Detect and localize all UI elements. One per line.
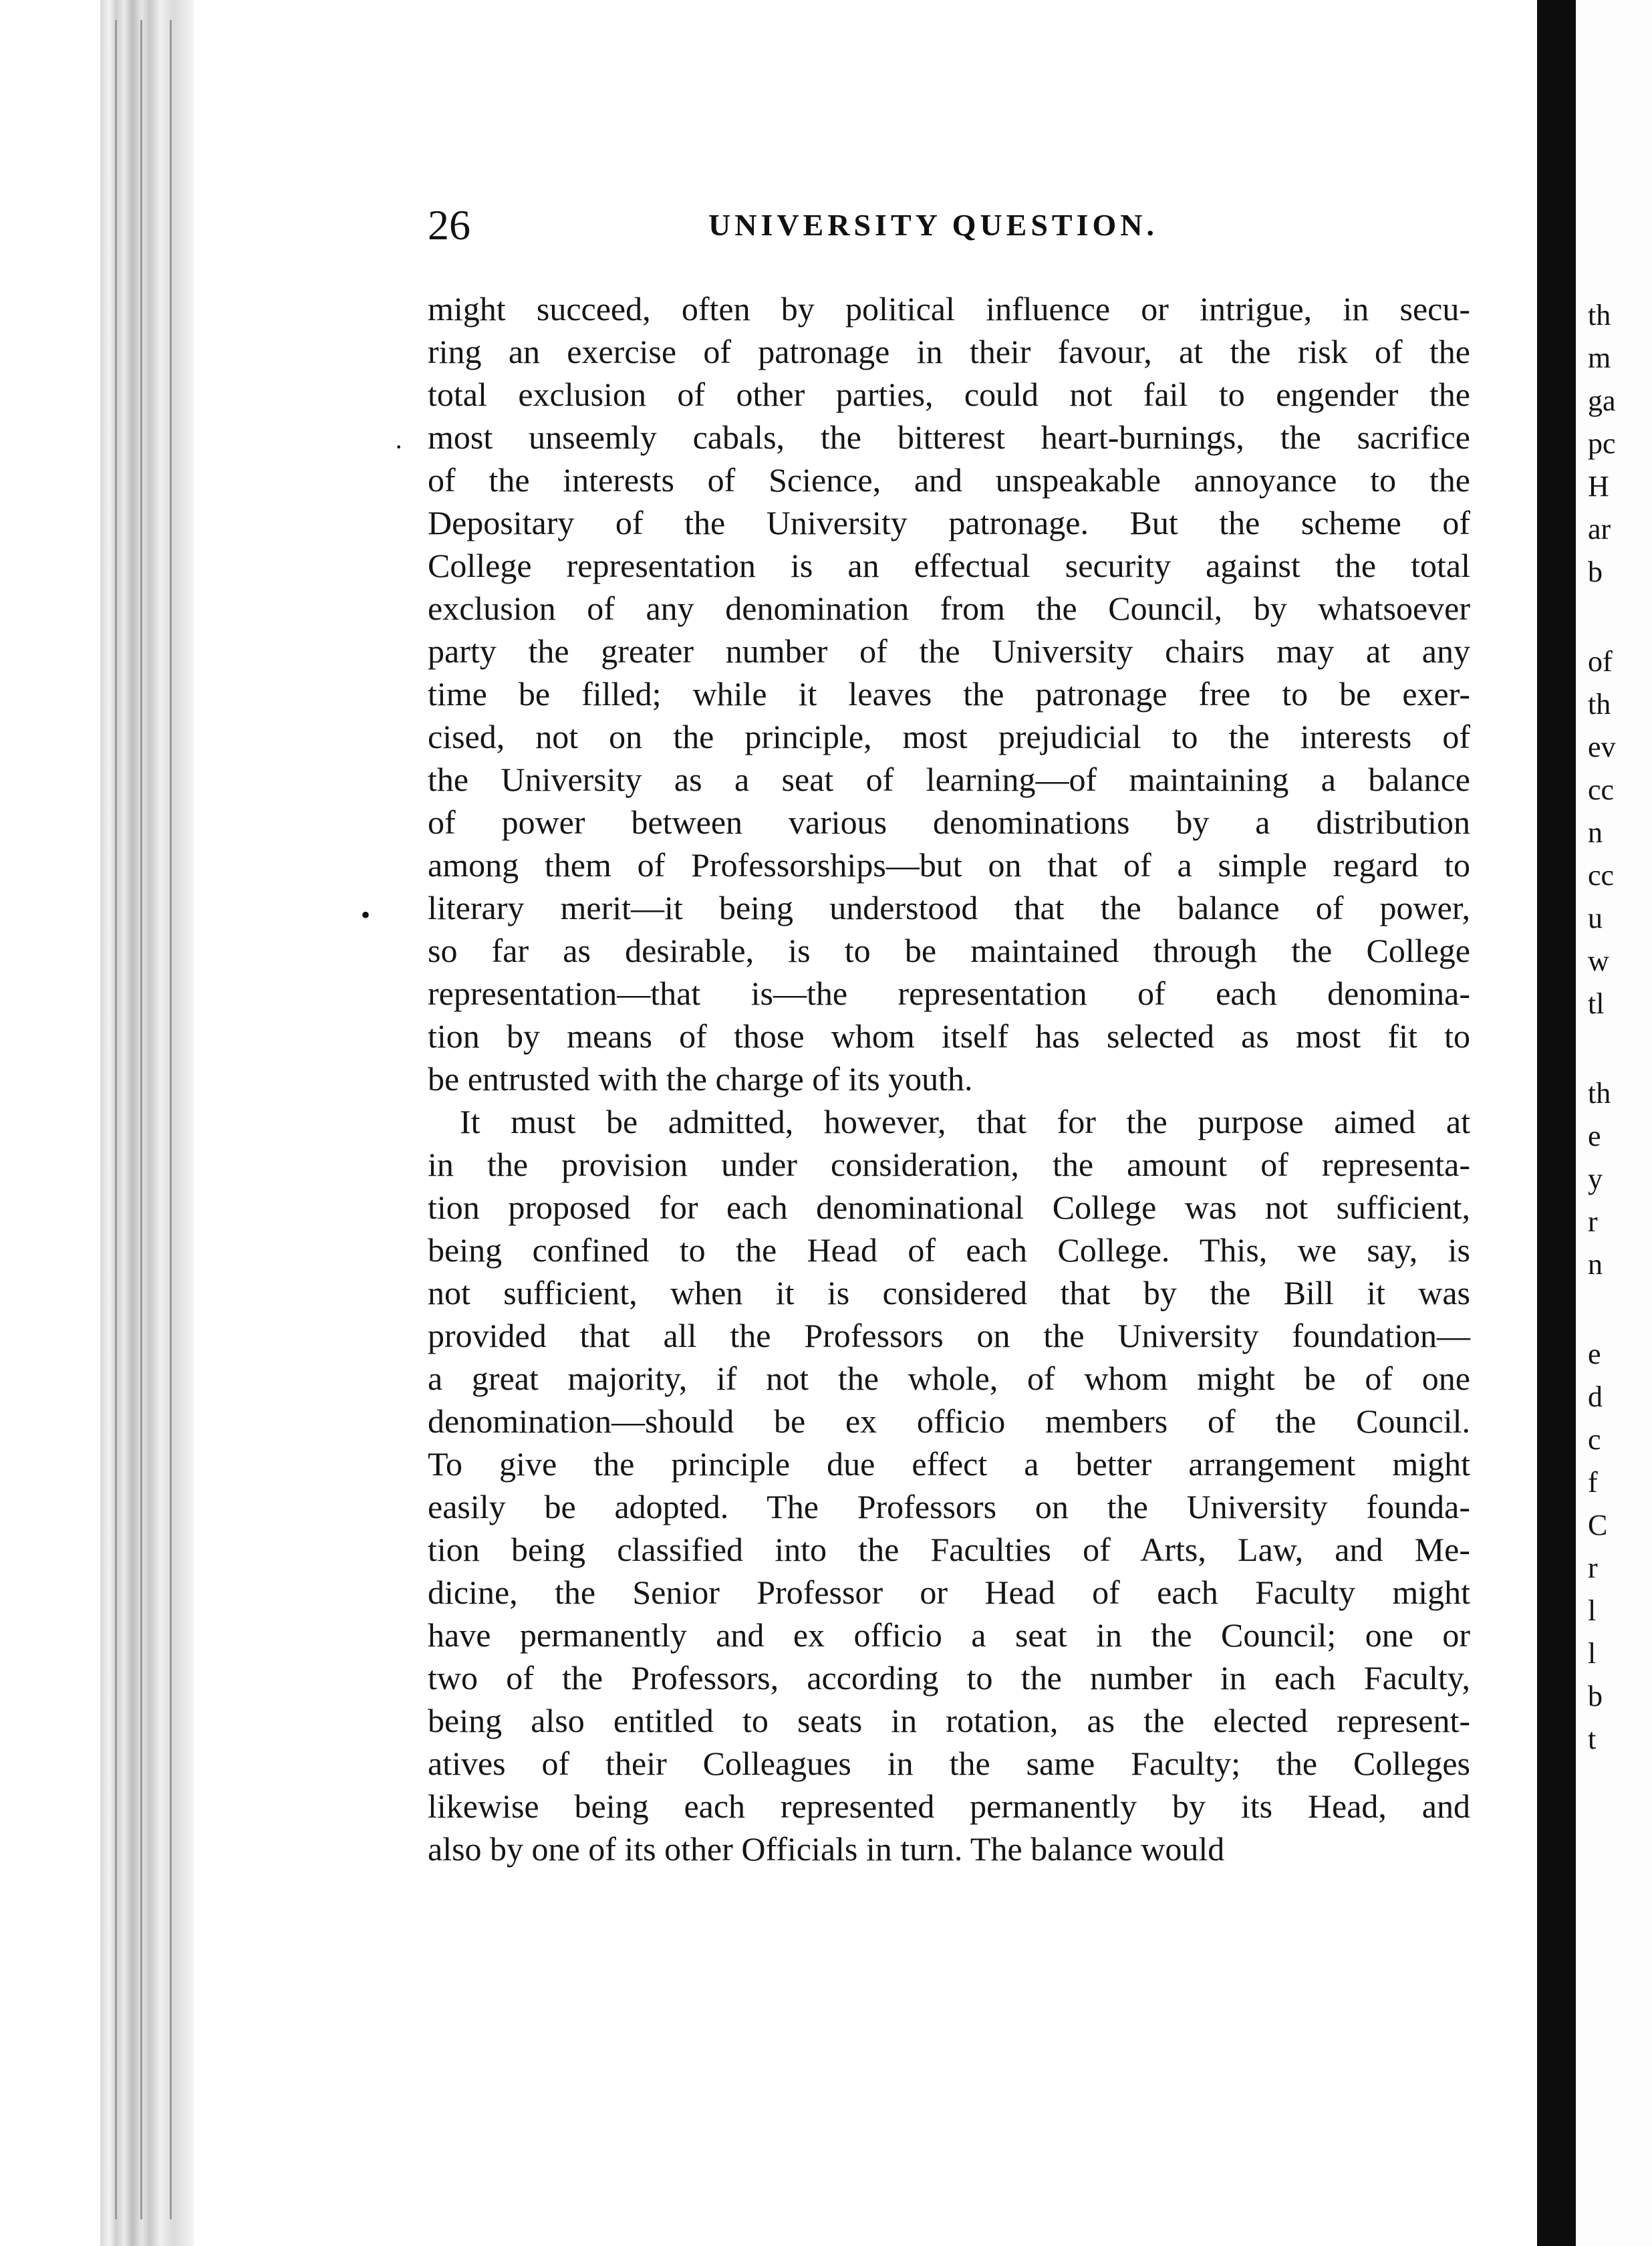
text-line: tion proposed for each denominational College was not sufficient, (428, 1189, 1470, 1226)
next-page-fragment: ar (1588, 513, 1611, 545)
stray-mark: • (361, 900, 371, 930)
text-line: two of the Professors, according to the number in each Faculty, (428, 1659, 1470, 1697)
running-head-title: UNIVERSITY QUESTION. (708, 208, 1158, 242)
next-page-fragment: b (1588, 555, 1603, 588)
text-line: might succeed, often by political influence or intrigue, in secu- (428, 290, 1470, 328)
text-line: being also entitled to seats in rotation, as the elected represent- (428, 1702, 1470, 1739)
text-line: atives of their Colleagues in the same Faculty; the Colleges (428, 1745, 1470, 1782)
text-line: ring an exercise of patronage in their favour, at the risk of the (428, 333, 1470, 370)
next-page-fragment: c (1588, 1423, 1601, 1456)
text-line: most unseemly cabals, the bitterest heart-burnings, the sacrifice (428, 418, 1470, 456)
next-page-fragment: f (1588, 1466, 1598, 1499)
next-page-fragment: t (1588, 1723, 1597, 1755)
text-line: denomination—should be ex officio members of the Council. (428, 1402, 1470, 1440)
next-page-fragment: u (1588, 902, 1603, 934)
text-line: not sufficient, when it is considered that by the Bill it was (428, 1274, 1470, 1312)
page-spine-shadow (1537, 0, 1576, 2246)
next-page-fragment: b (1588, 1680, 1603, 1713)
next-page-fragment: n (1588, 1248, 1603, 1281)
next-page-fragment: ga (1588, 384, 1616, 417)
next-page-fragment: d (1588, 1380, 1603, 1413)
text-line: of power between various denominations by a distribution (428, 803, 1470, 841)
text-line: tion being classified into the Faculties of Arts, Law, and Me- (428, 1531, 1470, 1568)
text-line: have permanently and ex officio a seat in the Council; one or (428, 1616, 1470, 1654)
text-line: among them of Professorships—but on that of a simple regard to (428, 846, 1470, 884)
text-line: party the greater number of the University chairs may at any (428, 632, 1470, 670)
next-page-fragment: th (1588, 299, 1611, 332)
text-line: provided that all the Professors on the University foundation— (428, 1317, 1470, 1354)
running-head (428, 201, 1470, 254)
stray-mark: · (394, 432, 404, 462)
next-page-fragment: e (1588, 1338, 1601, 1370)
next-page-fragment: w (1588, 945, 1609, 977)
text-line: likewise being each represented permanently by its Head, and (428, 1787, 1470, 1825)
text-line: total exclusion of other parties, could not fail to engender the (428, 376, 1470, 413)
text-line: be entrusted with the charge of its youth. (428, 1060, 973, 1098)
text-line: of the interests of Science, and unspeakable annoyance to the (428, 461, 1470, 499)
next-page-fragment: ev (1588, 731, 1616, 763)
next-page-fragment: pc (1588, 427, 1616, 460)
next-page-fragment: cc (1588, 859, 1615, 892)
next-page-fragment: y (1588, 1162, 1603, 1195)
body-text (428, 287, 1470, 1870)
text-line: To give the principle due effect a better arrangement might (428, 1445, 1470, 1483)
text-line: a great majority, if not the whole, of whom might be of one (428, 1360, 1470, 1397)
next-page-fragment: r (1588, 1205, 1598, 1238)
text-line: so far as desirable, is to be maintained through the College (428, 932, 1470, 969)
next-page-fragment: H (1588, 470, 1609, 503)
text-line: Depositary of the University patronage. But the scheme of (428, 504, 1470, 541)
text-line: being confined to the Head of each College. This, we say, is (428, 1231, 1470, 1269)
next-page-fragment: th (1588, 1077, 1611, 1110)
text-line: the University as a seat of learning—of maintaining a balance (428, 761, 1470, 798)
gutter-edge-line (170, 20, 172, 2219)
next-page-fragment: r (1588, 1551, 1598, 1584)
text-line: College representation is an effectual security against the total (428, 547, 1470, 584)
next-page-fragment: C (1588, 1509, 1608, 1541)
gutter-edge-line (115, 20, 117, 2219)
adjacent-page-edge (1576, 0, 1652, 2246)
text-line: It must be admitted, however, that for the purpose aimed at (460, 1103, 1470, 1140)
gutter-edge-line (140, 20, 142, 2219)
text-line: literary merit—it being understood that the balance of power, (428, 889, 1470, 926)
next-page-fragment: tl (1588, 987, 1605, 1020)
next-page-fragment: n (1588, 816, 1603, 849)
next-page-fragment: cc (1588, 773, 1615, 806)
next-page-fragment: m (1588, 342, 1611, 374)
text-line: tion by means of those whom itself has selected as most fit to (428, 1017, 1470, 1055)
next-page-fragment: th (1588, 688, 1611, 721)
page-number: 26 (428, 201, 470, 249)
text-line: cised, not on the principle, most prejudicial to the interests of (428, 718, 1470, 755)
text-line: exclusion of any denomination from the Council, by whatsoever (428, 590, 1470, 627)
next-page-fragment: l (1588, 1637, 1597, 1670)
text-line: dicine, the Senior Professor or Head of each Faculty might (428, 1574, 1470, 1611)
text-line: representation—that is—the representation of each denomina- (428, 975, 1470, 1012)
text-line: also by one of its other Officials in turn. The balance would (428, 1830, 1225, 1868)
next-page-fragment: l (1588, 1594, 1597, 1627)
next-page-fragment: e (1588, 1120, 1601, 1152)
text-line: in the provision under consideration, the amount of representa- (428, 1146, 1470, 1183)
text-line: easily be adopted. The Professors on the University founda- (428, 1488, 1470, 1525)
text-line: time be filled; while it leaves the patronage free to be exer- (428, 675, 1470, 713)
next-page-fragment: of (1588, 645, 1613, 678)
binding-gutter (100, 0, 194, 2246)
